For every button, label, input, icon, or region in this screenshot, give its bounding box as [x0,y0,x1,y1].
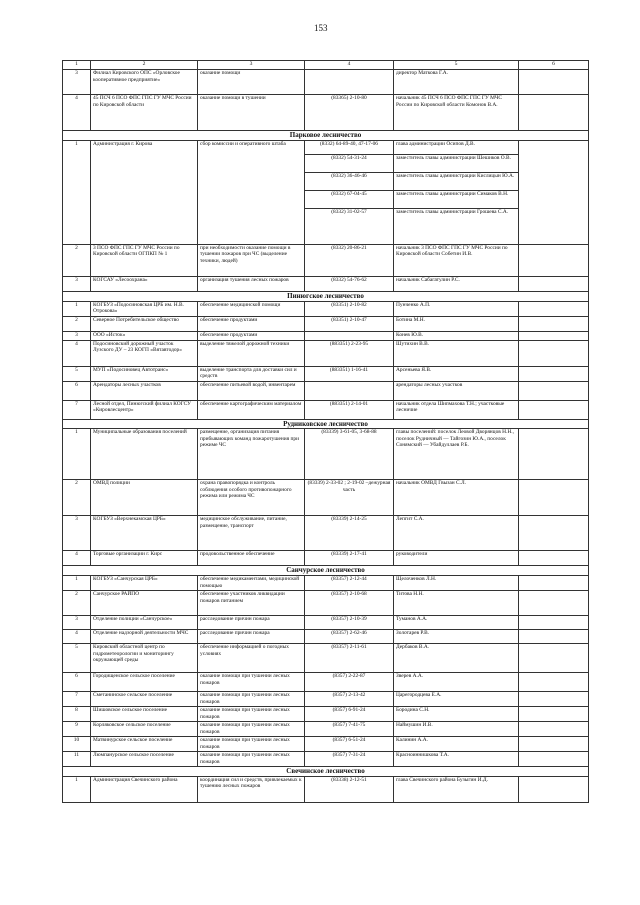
contact-person-cell: Титова Н.Н. [394,591,519,616]
assistance-type-cell: обеспечение картографическим материалом [198,400,305,419]
table-row [63,616,589,630]
row-number-cell: 3 [63,70,91,95]
organization-cell: Шишовское сельское поселение [91,707,198,722]
organization-cell: КОГБУЗ «Санчурская ЦРБ» [91,576,198,591]
contact-person-cell: начальник отдела Шипмахова Т.Н.; участковые лесничие [394,400,519,419]
organization-cell: Торговые организации г. Кирс [91,551,198,566]
assistance-type-cell: медицинское обслуживание, питание, размещение, транспорт [198,516,305,551]
phone-cell: (83357) 2-11-61 [305,644,394,673]
table-row [63,366,589,381]
row-number-cell: 8 [63,707,91,722]
table-row [63,776,589,802]
phone-cell: (83351) 2-10-47 [305,316,394,331]
contact-person-entry: глава администрации Осипов Д.В. [396,140,475,147]
contact-person-cell: Пунченко А.П. [394,301,519,316]
page-number: 153 [314,23,328,33]
assistance-type-cell: выделение транспорта для доставки сил и средств [198,366,305,381]
phone-cell [305,70,394,95]
table-row [63,644,589,673]
table-row [63,340,589,366]
note-cell [519,591,589,616]
organization-cell: Северное Потребительское общество [91,316,198,331]
table-row [63,551,589,566]
organization-cell: Филиал Кировского ОПС «Орловское кооперативное предприятие» [91,70,198,95]
note-cell [519,400,589,419]
assistance-type-cell: при необходимости оказание помощи в тушении пожаров при ЧС (выделение техники, людей) [198,244,305,276]
contact-person-entry: заместитель главы администрации Кислицын Ю.А. [394,172,518,190]
row-number-cell: 3 [63,516,91,551]
contact-person-cell: арендаторы лесных участков [394,381,519,400]
contact-person-cell: главы поселений: поселок Леовой Дворянцов Н.Н., поселок Рудничный — Тайгозин Ю.А., поселок Сонямский — Убайдуллаев Р.Б. [394,429,519,480]
phone-cell [305,381,394,400]
organization-cell: Арендаторы лесных участков [91,381,198,400]
phone-cell: (8357) 2-22-87 [305,673,394,692]
phone-cell: (883351) 2-23-95 [305,340,394,366]
section-title: Санчурское лесничество [63,566,589,576]
row-number-cell: 11 [63,752,91,767]
assistance-type-cell: расследование причин пожара [198,616,305,630]
organization-cell: Корляковское сельское поселение [91,722,198,737]
table-row [63,95,589,131]
section-title: Парковое лесничество [63,131,589,141]
note-cell [519,95,589,131]
contact-person-cell: Золотарев Р.В. [394,630,519,644]
row-number-cell: 3 [63,331,91,340]
note-cell [519,737,589,752]
contact-person-cell: начальник Сабагатулин Р.С. [394,276,519,291]
row-number-cell: 4 [63,630,91,644]
table-row [63,673,589,692]
header-cell: 3 [198,61,305,70]
note-cell [519,276,589,291]
table-row [63,516,589,551]
section-title: Свечинское лесничество [63,767,589,777]
table-row [63,331,589,340]
table-row [63,244,589,276]
table-row [63,630,589,644]
contact-person-cell: начальник ОМВД Гвызан С.Л. [394,480,519,516]
organization-cell: Лесной отдел, Пинюгский филиал КОГСУ «Кировлесцентр» [91,400,198,419]
phone-cell: (83339) 2-33-02 ; 2-19-02 –дежурная часть [305,480,394,516]
note-cell [519,316,589,331]
section-row [63,291,589,301]
organization-cell: Муниципальные образования поселений [91,429,198,480]
table-row [63,576,589,591]
organization-cell: Администрация Свечинского района [91,776,198,802]
phone-entry: (8332) 54-31-24 [305,154,393,172]
note-cell [519,616,589,630]
organization-cell: КОГБУЗ «Подосиновская ЦРБ им. Н.В. Отрокова» [91,301,198,316]
note-cell [519,516,589,551]
phone-cell: (83339) 3-61-05, 3-68-88 [305,429,394,480]
table-row [63,707,589,722]
note-cell [519,480,589,516]
note-cell [519,301,589,316]
contact-person-cell: Лепгит С.А. [394,516,519,551]
section-row [63,131,589,141]
row-number-cell: 4 [63,551,91,566]
note-cell [519,692,589,707]
section-title: Пинюгское лесничество [63,291,589,301]
table-row [63,722,589,737]
contact-person-cell: Шутихин В.В. [394,340,519,366]
assistance-type-cell: продовольственное обеспечение [198,551,305,566]
assistance-type-cell: обеспечение питьевой водой, инвентарем [198,381,305,400]
note-cell [519,70,589,95]
contact-person-cell: Зверев А.А. [394,673,519,692]
contact-person-cell: Красноиннишкова Т.А. [394,752,519,767]
assistance-type-cell: размещение, организация питания прибывающих команд пожаротушения при режиме ЧС [198,429,305,480]
row-number-cell: 10 [63,737,91,752]
table-row [63,480,589,516]
contact-person-cell: Дербаков В.А. [394,644,519,673]
contact-person-cell: Щелоченков Л.Н. [394,576,519,591]
assistance-type-cell: выделение тяжелой дорожной техники [198,340,305,366]
phone-cell: (83338) 2-12-51 [305,776,394,802]
contact-person-entry: заместитель главы администрации Шешиков О.В. [394,154,518,172]
phone-entry: (8332) 31-02-57 [305,208,393,226]
section-row [63,419,589,429]
note-cell [519,630,589,644]
phone-cell: (8332) 54-76-62 [305,276,394,291]
contact-person-cell: глава Свечинского района Бузыгин И.Д. [394,776,519,802]
table-row [63,752,589,767]
phone-cell: (8357) 2-13-42 [305,692,394,707]
organization-cell: ОМВД полиции [91,480,198,516]
assistance-type-cell: оказание помощи в тушении [198,95,305,131]
table-row [63,591,589,616]
section-row [63,767,589,777]
contact-person-cell: начальник 3 ПСО ФПС ГПС ГУ МЧС России по Кировской области Собетин И.В. [394,244,519,276]
note-cell [519,776,589,802]
row-number-cell: 3 [63,616,91,630]
table-row [63,140,589,244]
phone-entry: (8332) 67-04-45 [305,190,393,208]
table-row [63,316,589,331]
row-number-cell: 4 [63,340,91,366]
note-cell [519,673,589,692]
organization-cell: МУП «Подосиновец Автотранс» [91,366,198,381]
organization-cell: Отделение полиции «Санчурское» [91,616,198,630]
phone-cell: (83357) 2-10-39 [305,616,394,630]
section-row [63,566,589,576]
note-cell [519,429,589,480]
row-number-cell: 2 [63,591,91,616]
organization-cell: Кировский областной центр по гидрометеорологии и мониторингу окружающей среды [91,644,198,673]
contact-person-entry: заместитель главы администрации Симаков В.Н. [394,190,518,208]
assistance-type-cell: обеспечение продуктами [198,331,305,340]
contact-person-cell: директор Маткова Г.А. [394,70,519,95]
assistance-type-cell: обеспечение продуктами [198,316,305,331]
contact-person-cell: руководители [394,551,519,566]
note-cell [519,381,589,400]
row-number-cell: 5 [63,644,91,673]
organization-cell: Администрация г. Кирова [91,140,198,244]
section-title: Рудниковское лесничество [63,419,589,429]
phone-cell: (83339) 2-14-25 [305,516,394,551]
organization-cell: Люмпанурское сельское поселение [91,752,198,767]
table-row [63,276,589,291]
forestry-contacts-table [62,60,589,803]
organization-cell: ООО «Исток» [91,331,198,340]
note-cell [519,340,589,366]
note-cell [519,244,589,276]
organization-cell: 45 ПСЧ 6 ПСО ФПС ГПС ГУ МЧС России по Кировской области [91,95,198,131]
row-number-cell: 5 [63,366,91,381]
phone-cell: (8357) 7-41-75 [305,722,394,737]
organization-cell: Городищенское сельское поселение [91,673,198,692]
header-cell: 2 [91,61,198,70]
row-number-cell: 1 [63,776,91,802]
contact-person-cell [394,140,519,244]
assistance-type-cell: оказание помощи при тушении лесных пожаров [198,673,305,692]
contact-person-cell: Царегородцева Е.А. [394,692,519,707]
contact-person-cell: Конев Ю.В. [394,331,519,340]
organization-cell: 3 ПСО ФПС ГПС ГУ МЧС России по Кировской области ОГПКП № 1 [91,244,198,276]
row-number-cell: 4 [63,95,91,131]
row-number-cell: 1 [63,576,91,591]
organization-cell: КОГБУЗ «Верхнекамская ЦРБ» [91,516,198,551]
table-row [63,381,589,400]
assistance-type-cell: оказание помощи [198,70,305,95]
phone-cell: (83357) 2-10-68 [305,591,394,616]
phone-cell: (83357) 2-12-44 [305,576,394,591]
phone-cell: (883351) 2-14-01 [305,400,394,419]
phone-cell: (83339) 2-17-41 [305,551,394,566]
phone-cell: (8357) 6-51-24 [305,737,394,752]
phone-cell: (8332) 20-86-21 [305,244,394,276]
contact-person-cell: Туманов А.А. [394,616,519,630]
organization-cell: Матвинурское сельское поселение [91,737,198,752]
note-cell [519,576,589,591]
contact-person-cell: Калинин А.А. [394,737,519,752]
row-number-cell: 3 [63,276,91,291]
organization-cell: Отделение надзорной деятельности МЧС [91,630,198,644]
assistance-type-cell: оказание помощи при тушении лесных пожаров [198,692,305,707]
row-number-cell: 7 [63,400,91,419]
organization-cell: Подосиновский дорожный участок Лузского ДУ – 23 КОГП «Вятавтодор» [91,340,198,366]
contact-person-cell: Арсеньева Я.В. [394,366,519,381]
table-row [63,301,589,316]
phone-cell: (83365) 2-10-80 [305,95,394,131]
phone-cell: (83351) 2-10-82 [305,301,394,316]
phone-cell: (8357) 7-31-24 [305,752,394,767]
note-cell [519,644,589,673]
assistance-type-cell: оказание помощи при тушении лесных пожаров [198,752,305,767]
assistance-type-cell: координация сил и средств, привлекаемых к тушению лесных пожаров [198,776,305,802]
row-number-cell: 7 [63,692,91,707]
contact-person-cell: Наймушин И.В. [394,722,519,737]
row-number-cell: 6 [63,673,91,692]
assistance-type-cell: охрана правопорядка и контроль соблюдения особого противопожарного режима или режима ЧС [198,480,305,516]
contact-person-entry: заместитель главы администрации Грошева С.А. [394,208,518,226]
note-cell [519,707,589,722]
assistance-type-cell: обеспечение информацией о погодных условиях [198,644,305,673]
row-number-cell: 1 [63,301,91,316]
assistance-type-cell: обеспечение медицинской помощи [198,301,305,316]
contact-person-cell: Ботина М.Н. [394,316,519,331]
table-row [63,737,589,752]
phone-entry: (8332) 36-46-46 [305,172,393,190]
phone-cell: (8357) 6-91-24 [305,707,394,722]
phone-entry: (8332) 64-89-40, 47-17-06 [320,140,378,147]
assistance-type-cell: организация тушения лесных пожаров [198,276,305,291]
header-cell: 5 [394,61,519,70]
assistance-type-cell: расследование причин пожара [198,630,305,644]
note-cell [519,551,589,566]
phone-cell [305,331,394,340]
assistance-type-cell: оказание помощи при тушении лесных пожаров [198,722,305,737]
contact-person-cell: Бородина С.Н. [394,707,519,722]
header-row [63,61,589,70]
organization-cell: КОГСАУ «Лесоохрана» [91,276,198,291]
table-row [63,400,589,419]
organization-cell: Санчурское РАЙПО [91,591,198,616]
note-cell [519,366,589,381]
phone-cell: (883351) 1-16-41 [305,366,394,381]
assistance-type-cell: сбор комиссии и оперативного штаба [198,140,305,244]
phone-cell [305,140,394,244]
row-number-cell: 1 [63,140,91,244]
row-number-cell: 6 [63,381,91,400]
assistance-type-cell: обеспечение медикаментами, медицинской помощью [198,576,305,591]
table-row [63,692,589,707]
note-cell [519,752,589,767]
header-cell: 6 [519,61,589,70]
note-cell [519,331,589,340]
table-row [63,70,589,95]
table-row [63,429,589,480]
row-number-cell: 9 [63,722,91,737]
row-number-cell: 1 [63,429,91,480]
phone-cell: (83357) 2-62-46 [305,630,394,644]
note-cell [519,140,589,244]
assistance-type-cell: оказание помощи при тушении лесных пожаров [198,737,305,752]
assistance-type-cell: оказание помощи при тушении лесных пожаров [198,707,305,722]
note-cell [519,722,589,737]
header-cell: 4 [305,61,394,70]
contact-person-cell: начальник 45 ПСЧ 6 ПСО ФПС ГПС ГУ МЧС России по Кировской области Комонов В.А. [394,95,519,131]
organization-cell: Сметанинское сельское поселение [91,692,198,707]
row-number-cell: 2 [63,316,91,331]
row-number-cell: 2 [63,244,91,276]
row-number-cell: 2 [63,480,91,516]
header-cell: 1 [63,61,91,70]
assistance-type-cell: обеспечение участников ликвидации пожаров питанием [198,591,305,616]
